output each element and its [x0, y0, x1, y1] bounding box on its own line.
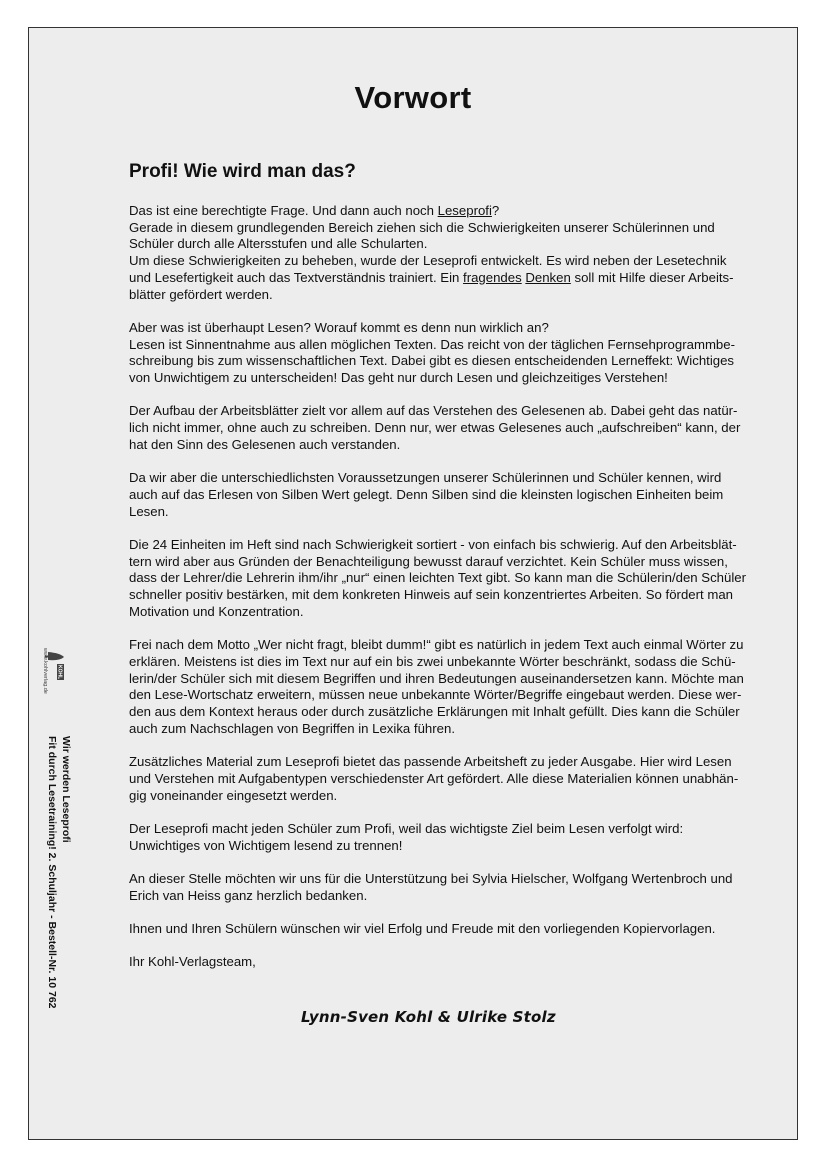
- text-run: auch zum Nachschlagen von Begriffen in Lexika führen.: [129, 720, 455, 736]
- text-run: und Lesefertigkeit auch das Textverständnis trainiert. Ein: [129, 269, 464, 285]
- paragraph: [129, 921, 779, 938]
- page-title: Vorwort: [354, 80, 472, 115]
- publisher-website: www.kohlverlag.de: [42, 648, 48, 694]
- text-run: Ihr Kohl-Verlagsteam,: [129, 954, 256, 970]
- text-run: lerin/der Schüler sich mit diesem Begriffen und ihren Bedeutungen auseinandersetzen kann. Möchte man: [129, 670, 744, 686]
- paragraph: [129, 821, 779, 854]
- paragraph: [129, 320, 779, 387]
- text-run: Schüler durch alle Altersstufen und alle Schularten.: [129, 236, 428, 252]
- text-run: auch auf das Erlesen von Silben Wert gelegt. Denn Silben sind die kleinsten logischen Einheiten beim: [129, 486, 724, 502]
- text-run: von Unwichtigem zu unterscheiden! Das geht nur durch Lesen und gleichzeitiges Verstehen!: [129, 370, 668, 386]
- section-heading: Profi! Wie wird man das?: [129, 161, 356, 182]
- paragraph: [129, 637, 779, 737]
- text-run: Erich van Heiss ganz herzlich bedanken.: [129, 887, 368, 903]
- publisher-logo-text: KOHL: [56, 665, 63, 680]
- text-run: dass der Lehrer/die Lehrerin ihm/ihr „nur“ einen leichten Text gibt. So kann man die Schülerin/den Schüler: [129, 570, 746, 586]
- text-run: Frei nach dem Motto „Wer nicht fragt, bleibt dumm!“ gibt es natürlich in jedem Text auch einmal Wörter zu: [129, 637, 744, 653]
- paragraph: [129, 871, 779, 904]
- paragraph: [129, 537, 779, 621]
- side-imprint: [40, 648, 70, 1028]
- text-run: Aber was ist überhaupt Lesen? Worauf kommt es denn nun wirklich an?: [129, 319, 549, 335]
- text-run: Lesen ist Sinnentnahme aus allen möglichen Texten. Das reicht von der täglichen Fernsehprogrammbe-: [129, 336, 735, 352]
- text-run: Lesen.: [129, 503, 169, 519]
- book-title: Wir werden Leseprofi: [60, 736, 72, 843]
- underlined-term: Denken: [525, 269, 571, 285]
- paragraph: [129, 754, 779, 804]
- text-run: tern wird aber aus Gründen der Benachteiligung bewusst darauf verzichtet. Kein Schüler muss wissen,: [129, 553, 728, 569]
- text-run: blätter gefördert werden.: [129, 286, 273, 302]
- text-run: hat den Sinn des Gelesenen auch verstanden.: [129, 436, 401, 452]
- text-run: An dieser Stelle möchten wir uns für die Unterstützung bei Sylvia Hielscher, Wolfgang Wertenbroch und: [129, 871, 733, 886]
- book-details: Fit durch Lesetraining! 2. Schuljahr - Bestell-Nr. 10 762: [46, 736, 58, 1009]
- text-run: den Lese-Wortschatz erweitern, müssen neue unbekannte Wörter/Begriffe eingebaut werden. Diese wer-: [129, 687, 742, 703]
- text-run: Unwichtiges von Wichtigem lesend zu trennen!: [129, 837, 403, 853]
- paragraph: [129, 470, 779, 520]
- text-run: erklären. Meistens ist dies im Text nur auf ein bis zwei unbekannte Wörter beschränkt, sodass die Schü-: [129, 653, 736, 669]
- text-run: ?: [491, 203, 500, 218]
- text-run: Zusätzliches Material zum Leseprofi bietet das passende Arbeitsheft zu jeder Ausgabe. Hier wird Lesen: [129, 754, 732, 770]
- text-run: Da wir aber die unterschiedlichsten Voraussetzungen unserer Schülerinnen und Schüler kennen, wird: [129, 470, 722, 486]
- text-run: den aus dem Kontext heraus oder durch zusätzliche Erklärungen mit Inhalt gefüllt. Dies kann die Schüler: [129, 704, 740, 720]
- text-run: soll mit Hilfe dieser Arbeits-: [570, 269, 734, 285]
- body-text: [129, 203, 779, 988]
- text-run: gig voneinander eingesetzt werden.: [129, 787, 338, 803]
- underlined-term: fragendes: [463, 269, 522, 285]
- text-run: und Verstehen mit Aufgabentypen verschiedenster Art gefördert. Alle diese Materialien können unabhän-: [129, 770, 739, 786]
- paragraph: [129, 954, 779, 971]
- text-run: Das ist eine berechtigte Frage. Und dann auch noch: [129, 203, 438, 218]
- text-run: schreibung bis zum wissenschaftlichen Text. Dabei gibt es diesen entscheidenden Lerneffekt: Wichtiges: [129, 353, 735, 369]
- text-run: Motivation und Konzentration.: [129, 603, 304, 619]
- text-run: Gerade in diesem grundlegenden Bereich ziehen sich die Schwierigkeiten unserer Schülerinnen und: [129, 219, 715, 235]
- text-run: Um diese Schwierigkeiten zu beheben, wurde der Leseprofi entwickelt. Es wird neben der Lesetechnik: [129, 253, 727, 269]
- text-run: Die 24 Einheiten im Heft sind nach Schwierigkeit sortiert - von einfach bis schwierig. Auf den Arbeitsblät-: [129, 537, 737, 552]
- paragraph: [129, 203, 779, 303]
- underlined-term: Leseprofi: [437, 203, 492, 218]
- page-frame: [28, 27, 798, 1140]
- text-run: Der Leseprofi macht jeden Schüler zum Profi, weil das wichtigste Ziel beim Lesen verfolgt wird:: [129, 820, 684, 836]
- signature: Lynn-Sven Kohl & Ulrike Stolz: [301, 1008, 556, 1026]
- text-run: Ihnen und Ihren Schülern wünschen wir viel Erfolg und Freude mit den vorliegenden Kopiervorlagen.: [129, 921, 716, 937]
- text-run: Der Aufbau der Arbeitsblätter zielt vor allem auf das Verstehen des Gelesenen ab. Dabei geht das natür-: [129, 403, 738, 419]
- paragraph: [129, 403, 779, 453]
- text-run: lich nicht immer, ohne auch zu schreiben. Denn nur, wer etwas Gelesenes auch „aufschreiben“ kann, der: [129, 420, 741, 436]
- text-run: schneller positiv bestärken, mit dem konkreten Hinweis auf sein konzentriertes Arbeiten. So fördert man: [129, 587, 733, 603]
